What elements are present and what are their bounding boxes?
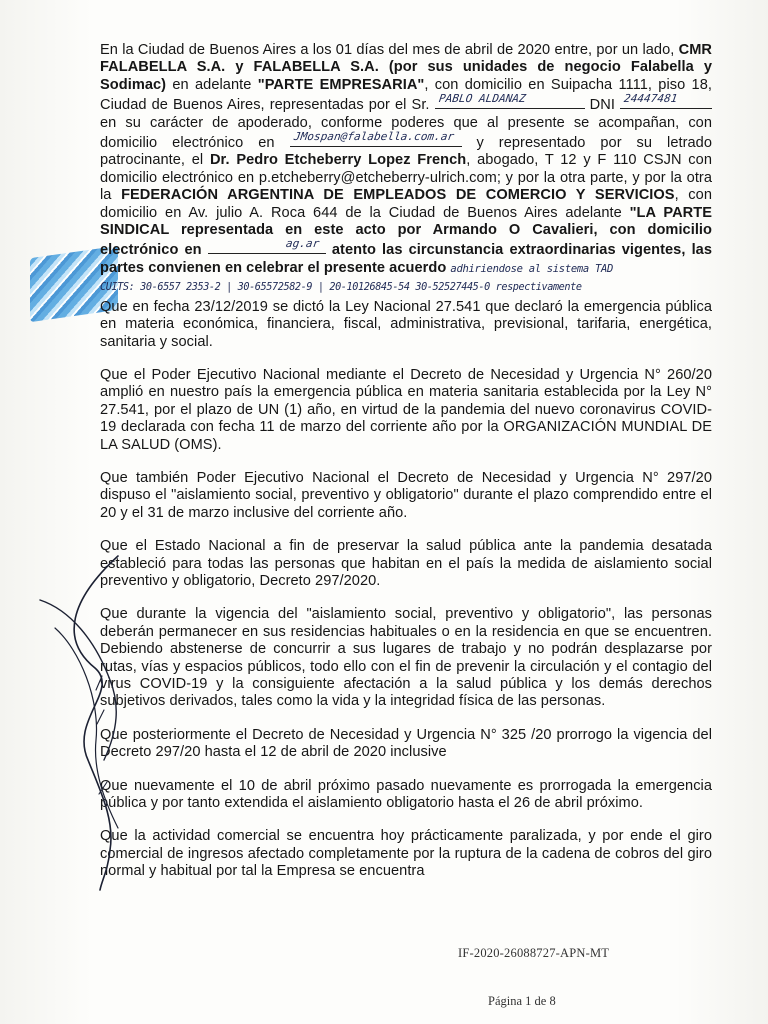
text-run: En la Ciudad de Buenos Aires a los 01 días del mes de abril de 2020 entre, por un lado, bbox=[100, 42, 679, 58]
agreement-clause: atento las circunstancia extraordinarias vigentes, las partes convienen en celebrar el presente acuerdo bbox=[100, 242, 712, 276]
email-field bbox=[290, 129, 462, 147]
text-run: en su carácter de apoderado, conforme poderes que al presente se acompañan, con domicilio electrónico en bbox=[100, 114, 712, 152]
parte-sindical-label: "LA PARTE SINDICAL representada en este acto por Armando O Cavalieri, con domicilio electrónico en bbox=[100, 204, 712, 259]
text-run: en adelante bbox=[166, 76, 258, 93]
company-names: CMR FALABELLA S.A. y FALABELLA S.A. (por sus unidades de negocio Falabella y Sodimac) bbox=[100, 42, 712, 93]
federation-name: FEDERACIÓN ARGENTINA DE EMPLEADOS DE COMERCIO Y SERVICIOS bbox=[121, 187, 675, 204]
page-number: Página 1 de 8 bbox=[488, 994, 556, 1008]
text-run: , con domicilio en Av. julio A. Roca 644 de la Ciudad de Buenos Aires adelante bbox=[100, 187, 712, 221]
union-email-field bbox=[208, 239, 326, 254]
paragraph-dnu-325: Que posteriormente el Decreto de Necesidad y Urgencia N° 325 /20 prorrogo la vigencia del Decreto 297/20 hasta el 12 de abril de 2020 inclusive bbox=[100, 726, 712, 761]
paragraph-dnu-297: Que también Poder Ejecutivo Nacional el Decreto de Necesidad y Urgencia N° 297/20 dispuso el "aislamiento social, preventivo y obligatorio" durante el plazo comprendido entre el 20 y el 31 de marzo inclusive del corriente año. bbox=[100, 469, 712, 521]
representative-name-field bbox=[435, 91, 585, 109]
paragraph-parties bbox=[100, 42, 712, 278]
handwritten-annotation: adhiriendose al sistema TAD bbox=[450, 262, 614, 275]
paragraph-aislamiento: Que el Estado Nacional a fin de preservar la salud pública ante la pandemia desatada estableció para todas las personas que habitan en el país la medida de aislamiento social preventivo y obligatorio, Decreto 297/2020. bbox=[100, 538, 712, 589]
paragraph-actividad-comercial: Que la actividad comercial se encuentra hoy prácticamente paralizada, y por ende el giro comercial de ingresos afectado completamente por la ruptura de la cadena de cobros del giro normal y habitual por tal la Empresa se encuentra bbox=[100, 828, 712, 880]
text-run: DNI bbox=[584, 97, 620, 114]
handwritten-email: JMospan@falabella.com.ar bbox=[292, 129, 455, 143]
text-run: y representado por su letrado patrocinante, el bbox=[100, 135, 712, 169]
lawyer-name: Dr. Pedro Etcheberry Lopez French bbox=[209, 152, 467, 169]
text-run: , con domicilio en Suipacha 1111, piso 18, Ciudad de Buenos Aires, representadas por el Sr. bbox=[100, 76, 712, 114]
handwritten-email-fragment: ag.ar bbox=[284, 237, 321, 251]
document-id: IF-2020-26088727-APN-MT bbox=[458, 946, 610, 960]
paragraph-dnu-260: Que el Poder Ejecutivo Nacional mediante el Decreto de Necesidad y Urgencia N° 260/20 amplió en nuestro país la emergencia pública en materia sanitaria establecida por la Ley N° 27.541, por el plazo de UN (1) año, en virtud de la pandemia del nuevo coronavirus COVID-19 declarada con fecha 11 de marzo del corriente año por la ORGANIZACIÓN MUNDIAL DE LA SALUD (OMS). bbox=[100, 366, 712, 453]
document-body bbox=[100, 42, 712, 881]
paragraph-vigencia: Que durante la vigencia del "aislamiento social, preventivo y obligatorio", las personas deberán permanecer en sus residencias habituales o en la residencia en que se encuentren. Debiendo abstenerse de concurrir a sus lugares de trabajo y no podrán desplazarse por rutas, vías y espacios públicos, todo ello con el fin de prevenir la circulación y el contagio del virus COVID-19 y la consiguiente afectación a la salud pública y los demás derechos subjetivos derivados, tales como la vida y la integridad física de las personas. bbox=[100, 606, 712, 710]
parte-empresaria-label: "PARTE EMPRESARIA" bbox=[257, 76, 425, 93]
text-run: , abogado, T 12 y F 110 CSJN con domicilio electrónico en p.etcheberry@etcheberry-ulrich.com; y por la otra parte, y por la otra la bbox=[100, 152, 712, 204]
paragraph-prorroga: Que nuevamente el 10 de abril próximo pasado nuevamente es prorrogada la emergencia pública y por tanto extendida el aislamiento obligatorio hasta el 26 de abril próximo. bbox=[100, 777, 712, 812]
dni-field bbox=[620, 91, 712, 109]
handwritten-dni: 24447481 bbox=[623, 91, 679, 105]
paragraph-ley-27541: Que en fecha 23/12/2019 se dictó la Ley Nacional 27.541 que declaró la emergencia pública en materia económica, financiera, fiscal, administrativa, previsional, tarifaria, energética, sanitaria y social. bbox=[100, 298, 712, 350]
handwritten-name: PABLO ALDANAZ bbox=[437, 91, 527, 105]
handwritten-cuits: CUITS: 30-6557 2353-2 | 30-65572582-9 | 20-10126845-54 30-52527445-0 respectivamente bbox=[100, 282, 582, 294]
